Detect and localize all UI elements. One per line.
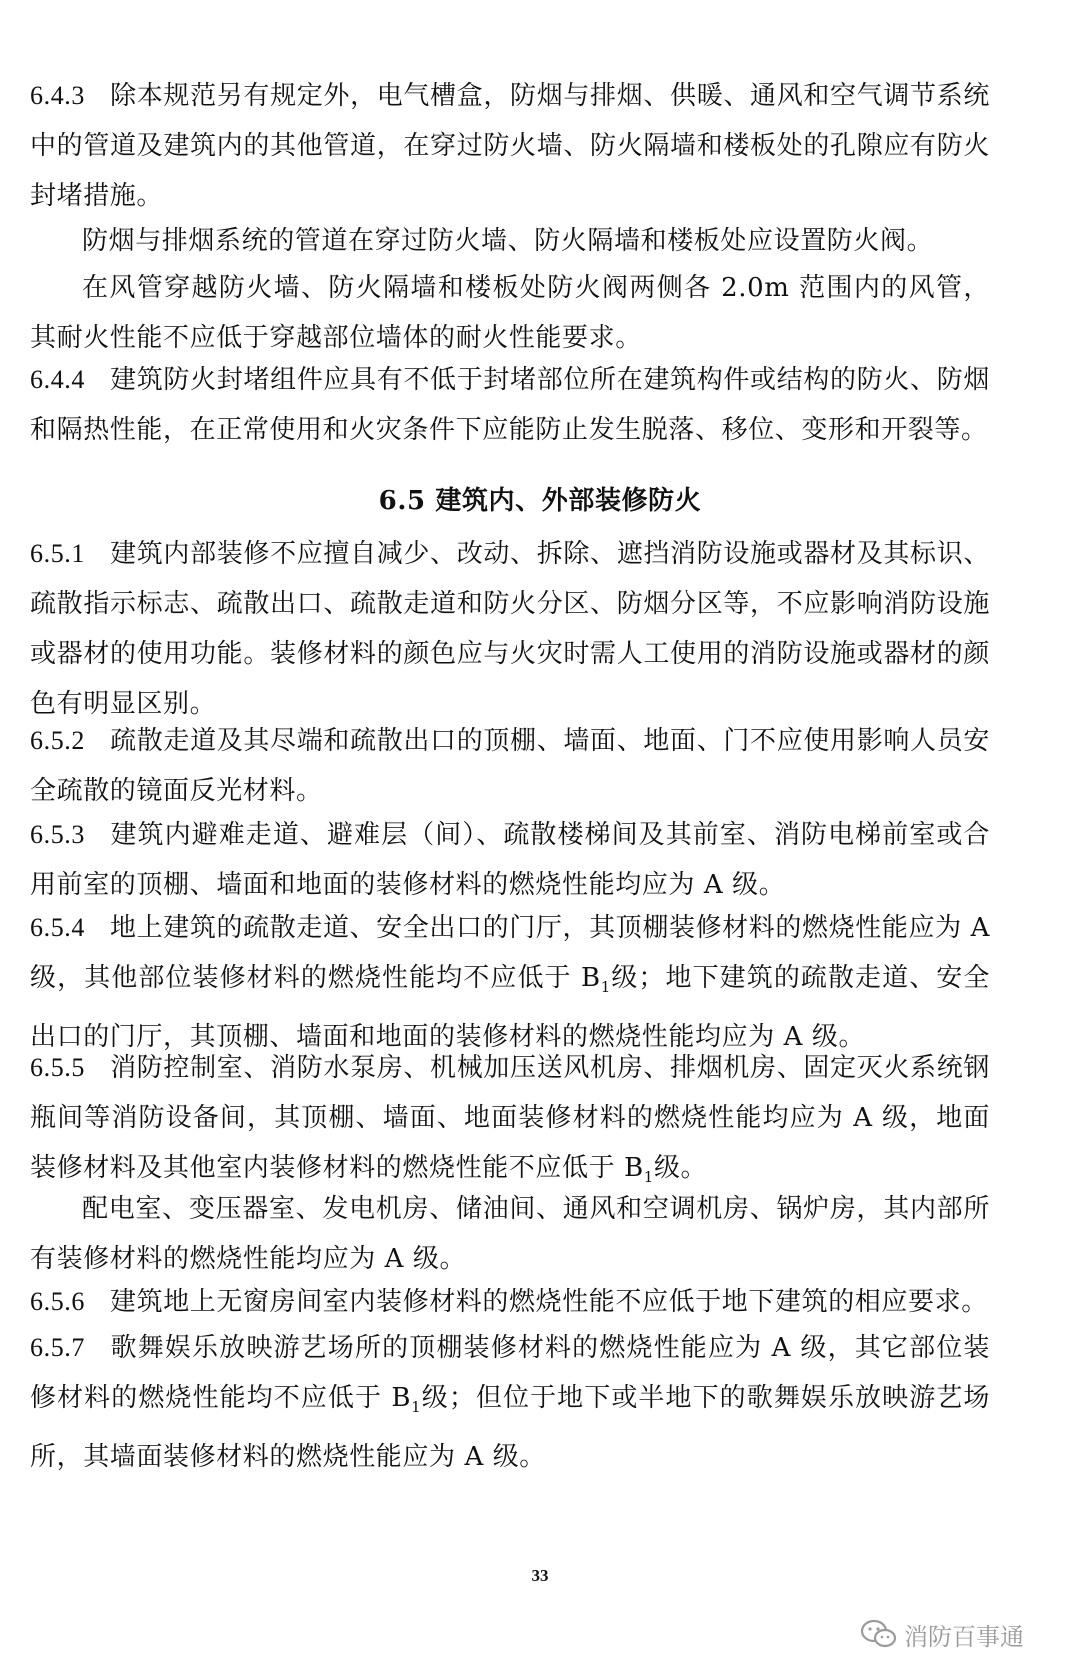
- clause-text: 歌舞娱乐放映游艺场所的顶棚装修材料的燃烧性能应为 A 级，其它部位装修材料的燃烧性能均不应低于 B: [30, 1333, 990, 1413]
- clause-6-5-1: [30, 529, 990, 729]
- clause-text: 地上建筑的疏散走道、安全出口的门厅，其顶棚装修材料的燃烧性能应为 A 级，其他部位装修材料的燃烧性能均不应低于 B: [30, 913, 990, 993]
- section-heading-6-5: 6.5 建筑内、外部装修防火: [378, 486, 702, 516]
- clause-text-continued: 级。: [653, 1153, 708, 1183]
- clause-6-5-5-paragraph-2: 配电室、变压器室、发电机房、储油间、通风和空调机房、锅炉房，其内部所有装修材料的燃烧性能均应为 A 级。: [30, 1194, 990, 1274]
- clause-text: 建筑内避难走道、避难层（间）、疏散楼梯间及其前室、消防电梯前室或合用前室的顶棚、墙面和地面的装修材料的燃烧性能均应为 A 级。: [30, 820, 990, 900]
- page-number: 33: [531, 1566, 549, 1585]
- watermark-text: 消防百事通: [904, 1622, 1024, 1651]
- clause-6-4-3-paragraph-3: 在风管穿越防火墙、防火隔墙和楼板处防火阀两侧各 2.0m 范围内的风管，其耐火性能不应低于穿越部位墙体的耐火性能要求。: [30, 273, 990, 353]
- clause-6-5-4: [30, 903, 990, 1062]
- clause-text-continued: 级；但位于地下或半地下的歌舞娱乐放映游艺场所，其墙面装修材料的燃烧性能应为 A 级。: [30, 1383, 990, 1473]
- clause-text: 疏散走道及其尽端和疏散出口的顶棚、墙面、地面、门不应使用影响人员安全疏散的镜面反光材料。: [30, 726, 990, 806]
- clause-6-4-3-paragraph-2: 防烟与排烟系统的管道在穿过防火墙、防火隔墙和楼板处应设置防火阀。: [82, 226, 934, 256]
- clause-text: 建筑地上无窗房间室内装修材料的燃烧性能不应低于地下建筑的相应要求。: [110, 1287, 988, 1317]
- subscript: 1: [411, 1398, 422, 1417]
- clause-6-4-4: [30, 355, 990, 455]
- clause-number: 6.5.7: [30, 1333, 85, 1362]
- clause-6-5-2: [30, 716, 990, 816]
- clause-text: 建筑内部装修不应擅自减少、改动、拆除、遮挡消防设施或器材及其标识、疏散指示标志、疏散出口、疏散走道和防火分区、防烟分区等，不应影响消防设施或器材的使用功能。装修材料的颜色应与火灾时需人工使用的消防设施或器材的颜色有明显区别。: [30, 539, 990, 719]
- clause-number: 6.4.4: [30, 365, 85, 394]
- clause-text: 消防控制室、消防水泵房、机械加压送风机房、排烟机房、固定灭火系统钢瓶间等消防设备间，其顶棚、墙面、地面装修材料的燃烧性能均应为 A 级，地面装修材料及其他室内装修材料的燃烧性能不应低于 B: [30, 1053, 990, 1183]
- clause-number: 6.5.6: [30, 1287, 85, 1316]
- clause-number: 6.5.2: [30, 726, 85, 755]
- clause-6-5-6: [30, 1277, 990, 1327]
- wechat-icon: [860, 1618, 898, 1650]
- clause-text: 建筑防火封堵组件应具有不低于封堵部位所在建筑构件或结构的防火、防烟和隔热性能，在正常使用和火灾条件下应能防止发生脱落、移位、变形和开裂等。: [30, 365, 990, 445]
- subscript: 1: [600, 978, 611, 997]
- clause-number: 6.5.1: [30, 539, 85, 568]
- clause-number: 6.4.3: [30, 81, 85, 110]
- clause-6-4-3: [30, 71, 990, 221]
- clause-6-5-7: [30, 1323, 990, 1482]
- clause-text-continued: 级；地下建筑的疏散走道、安全出口的门厅，其顶棚、墙面和地面的装修材料的燃烧性能均应为 A 级。: [30, 963, 990, 1053]
- watermark: [860, 1614, 1024, 1654]
- clause-number: 6.5.5: [30, 1053, 85, 1082]
- clause-number: 6.5.4: [30, 913, 85, 942]
- clause-6-5-3: [30, 810, 990, 910]
- subscript: 1: [643, 1168, 654, 1187]
- clause-6-5-5: [30, 1043, 990, 1202]
- clause-text: 除本规范另有规定外，电气槽盒，防烟与排烟、供暖、通风和空气调节系统中的管道及建筑内的其他管道，在穿过防火墙、防火隔墙和楼板处的孔隙应有防火封堵措施。: [30, 81, 990, 211]
- clause-number: 6.5.3: [30, 820, 85, 849]
